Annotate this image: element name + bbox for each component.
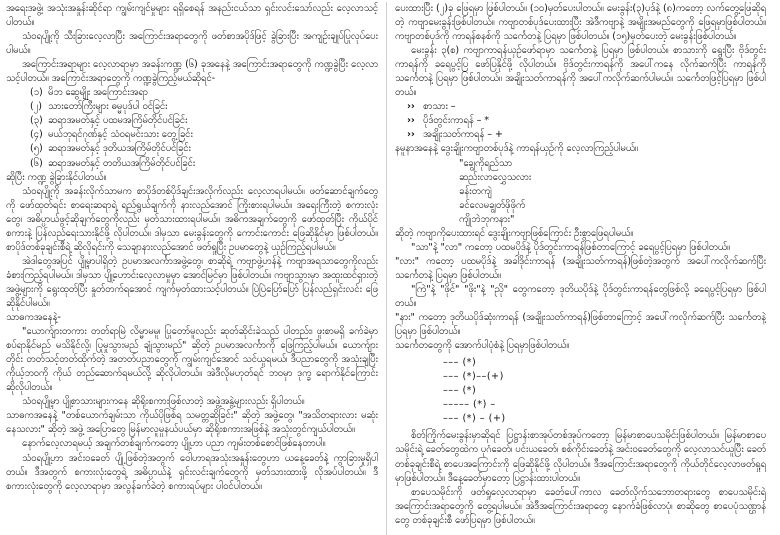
right-column (386, 2, 766, 535)
list-item (6, 128, 378, 142)
bullet-icon: ›› (407, 115, 415, 127)
rhyme-scheme-line: ––– (*)––(+) (443, 371, 504, 383)
paragraph: သံဝရပျို့ကို အခန်းလိုက်သာမက စာပိုဒ်တစ်ပိုဒ်ချင်းအလိုက်လည်း လေ့လာရပါမယ်။ ဖတ်ဆောင်ချက်တွေကို ဖော်ထုတ်ရင်း စာရေးဆရာရဲ့ ရည်ရွယ်ချက်ကို နားလည်အောင် ကြိုးစားရပါမယ်။ အရေးကြီးတဲ့ စကားလုံးတွေ၊ အဓိပ္ပာယ်ဖွင့်ဆိုချက်တွေကိုလည်း မှတ်သားထားရပါမယ်။ အဓိကအချက်တွေကို ဖော်ထုတ်ပြီး ကိုယ်ပိုင်စကားနဲ့ ပြန်လည်ရေးသားနိုင်ဖို့ လိုပါတယ်။ ဒါမှသာ မေးခွန်းတွေကို ကောင်းကောင်း ဖြေဆိုနိုင်မှာ ဖြစ်ပါတယ်။ စာပိုဒ်တစ်ခုချင်းစီရဲ့ ဆိုလိုရင်းကို သေချာနားလည်အောင် ဖတ်ရှုပြီး ဥပမာတွေနဲ့ ယှဉ်ကြည့်ရပါမယ်။ (6, 185, 378, 253)
paragraph: နောက်လေ့လာရမယ့် အချက်တစ်ချက်ကတော့ ပျို့ဟာ ပညာ ကျမ်းတစ်စောင်ဖြစ်နေတာပါ။ (22, 438, 326, 450)
paragraph: သံဝရပျို့ကို သီးခြားလေ့လာပြီး အကြောင်းအရာတွေကို ဖတ်စာအပိုဒ်ဖြင့် ခွဲခြားပြီး အကျဉ်းချုပ်ပြုလုပ်ပေးပါမယ်။ (6, 31, 378, 57)
bullet-icon: ›› (407, 129, 415, 141)
list-number: (၃) (30, 115, 43, 127)
paragraph: ဆိုတဲ့ ကဗျာကိုပေးထားရင် ဒွေးချိုးကဗျာဖြစ်ကြောင်း ဦးစွာဖြေရပါမယ်။ (395, 227, 634, 239)
legend-item (395, 128, 766, 142)
list-number: (၆) (30, 157, 43, 169)
paragraph: မေးခွန်း ၃(စ) ကဗျာကာရန်ယှဉ်ဖော်ရာမှာ သင်္ကေတနဲ့ ပြရမှာ ဖြစ်ပါတယ်။ စာသားကို ရွေးပြီး ဗိုဒ်တွင်းကာရန်ကို ခရေပွင့်ပြ ဖော်ပြနိုင်ဖို့ လိုပါတယ်။ ဗိုဒ်တွင်းကာရန်ကို အပေါ်ကနေ လိုက်ဆက်ပြီး ကာရန်ကို သင်္ကေတနဲ့ ပြရမှာ ဖြစ်ပါတယ်။ အချိုးသတ်ကာရန်ကို အပေါ်ကလိုက်ဆက်ပါမယ်။ သင်္ကေတဖြင့်ပြရမှာ ဖြစ်ပါတယ်။ (395, 45, 766, 99)
rhyme-scheme-line: ––– (*) – (+) (443, 413, 506, 425)
paragraph: ပေးထားပြီး (၂)ခု ဖြေရမှာ ဖြစ်ပါတယ်။ (၁၀)မှတ်ပေးပါတယ်။ မေးခွန်း(၃)ပုဒ်နဲ့ (၈)ကတော့ လက်တွေ့ဖြေဆိုရတဲ့ ကဗျာမေးခွန်းဖြစ်ပါတယ်။ ကဗျာတစ်ပုဒ်ပေးထားပြီး အဲဒီကဗျာနဲ့ အမျိုးအမည်တွေကို ဖြေရမှာဖြစ်ပါတယ်။ ကဗျာတစ်ပုဒ်ကို ကာရန်စနစ်ကို သင်္ကေတနဲ့ ပြရမှာ ဖြစ်ပါတယ်။ (၁၅)မှတ်ပေးတဲ့ မေးခွန်းဖြစ်ပါတယ်။ (395, 3, 766, 43)
paragraph: သင်္ကေတတွေကို အောက်ပါပုံစံနဲ့ ပြရမှာဖြစ်ပါတယ်။ (395, 340, 570, 352)
left-column (6, 2, 386, 535)
paragraph: အကြောင်းအရာများ လေ့လာရာမှာ အခန်းကဏ္ဍ (၆) ခုအနေနဲ့ အကြောင်းအရာတွေကို ကဏ္ဍခွဲပြီး လေ့လာသင့်ပါတယ်။ အကြောင်းအရာတွေကို ကဏ္ဍခွဲကြည့်မယ်ဆိုရင်- (6, 59, 378, 85)
paragraph: အဲဒါတွေအပြင် ပျို့မှာပါရှိတဲ့ ဥပမာအလင်္ကာအဖွဲ့တွေ၊ စာဆိုရဲ့ ကဗျာဖွဲ့ဟန်နဲ့ ကဗျာအရသာတွေကိုလည်း ခံစားကြည့်ရပါမယ်။ ဒါမှသာ ပျို့ဟောင်းလေ့လာမှုမှာ အောင်မြင်မှာ ဖြစ်ပါတယ်။ ကဗျာသွားမှာ အထူးထင်ရှားတဲ့ အဖွဲ့များကို ရွေးထုတ်ပြီး နှုတ်တက်ရအောင် ကျက်မှတ်ထားသင့်ပါတယ်။ ပြဲပြဲပြော်ပြော် ပြန်လည်ရှင်းလင်း ဖြေဆိုနိုင်ပါမယ်။ (6, 255, 378, 309)
paragraph: သံဝရပျို့ဟာ အင်းဝခေတ် ပျို့ဖြစ်တဲ့အတွက် ဝေါဟာရအသုံးအနှုန်းတွေဟာ ယနေ့ခေတ်နဲ့ ကွာခြားမှုရှိပါတယ်။ ဒီအတွက် စကားလုံးတွေရဲ့ အဓိပ္ပာယ်နဲ့ ရှင်းလင်းချက်တွေကို မှတ်သားထားဖို့ လိုအပ်ပါတယ်။ ဒီစကားလုံးတွေကို လေ့လာရာမှာ အလွန်ခက်ခဲတဲ့ စကားရပ်များ ပါဝင်ပါတယ်။ (6, 452, 378, 492)
rhyme-scheme-line: ––– (*) (443, 385, 477, 397)
legend-text: စာသား – (423, 101, 456, 113)
legend-text: ပိုဒ်တွင်းကာရန် – * (423, 115, 489, 127)
bullet-icon: ›› (407, 101, 415, 113)
list-text: ဆရာအမတ်နှင့် ပထမအကြိမ်တိုင်ပင်ခြင်း (48, 115, 188, 127)
list-text: ဆရာအမတ်နှင့် ဒုတိယအကြိမ်တိုင်ပင်ခြင်း (48, 143, 191, 155)
list-item (6, 100, 378, 114)
legend-item (395, 100, 766, 114)
list-text: ဆရာအမတ်နှင့် တတိယအကြိမ်တိုင်ပင်ခြင်း (48, 157, 196, 169)
list-number: (၁) (30, 87, 43, 99)
paragraph: စာပေသမိုင်းကို ဖတ်ရှုလေ့လာရာမှာ ခေတ်ပေါ်ကာလ ခေတ်လိုက်သဘောတရားတွေ စာပေသမိုင်းရဲ့ အကြောင်းအရာတွေကို တွေ့ရပါမယ်။ အဲဒီအကြောင်းအရာတွေ နောက်ခံဖြစ်လာပုံ၊ စာဆိုတွေ စာပေပုံသဏ္ဌာန်တွေ တစ်ခုချင်းစီ ဖော်ပြရမှာ ဖြစ်ပါတယ်။ (395, 486, 766, 526)
poem-line: "ချွေကိုရည်သာ (459, 157, 512, 169)
rhyme-scheme-line: ––– (*) (443, 357, 477, 369)
list-text: မိဘ ဆွေမျိုး အကြောင်းအရာ (48, 87, 148, 99)
paragraph: "နား" ကတော့ ဒုတိယပိုဒ်ဆုံးကာရန် (အချိုးသတ်ကာရန်)ဖြစ်တာကြောင့် အပေါ်ကလိုက်ဆက်ပြီး သင်္ကေတနဲ့ ပြရမှာ ဖြစ်ပါတယ်။ (395, 312, 766, 338)
legend-text: အချိုးသတ်ကာရန် – + (423, 129, 503, 141)
list-number: (၄) (30, 129, 43, 141)
list-number: (၂) (30, 101, 42, 113)
poem-line: ခင်လေမချွတ်ဖိုဖိုက် (459, 199, 526, 211)
legend-item (395, 114, 766, 128)
rhyme-scheme-line: ––––– (*) – (443, 399, 496, 411)
paragraph: စိတ်ကြိုက်မေးခွန်းမှာဆိုရင် ပြဋ္ဌာန်းစာအုပ်တစ်အုပ်ကတော့ မြန်မာစာပေသမိုင်းဖြစ်ပါတယ်။ မြန်မာစာပေသမိုင်းရဲ့ ခေတ်တွေထဲက ပုဂံခေတ်၊ ပင်းယခေတ်၊ စစ်ကိုင်းခေတ်နဲ့ အင်းဝခေတ်တွေကို လေ့လာသင်ယူပြီး ခေတ်တစ်ခုချင်းစီရဲ့ စာပေအကြောင်းကို ဖြေဆိုနိုင်ဖို့ လိုပါတယ်။ ဒီအကြောင်းအရာတွေကို ကိုယ်တိုင်လေ့လာဖတ်ရှုရမှာဖြစ်ပါတယ်။ ဒီနေ့ခေတ်မှာတော့ ပြဋ္ဌာန်းထားပါတယ်။ (395, 430, 766, 484)
list-text: မယ်ဘုရင်ဂုဏ်နှင့် သံဝရမင်းသား တွေ့ခြင်း (48, 129, 193, 141)
paragraph: သံဝရပျို့မှာ ပျို့စာသားများကနေ ဆိုရိုးစကားဖြစ်လာတဲ့ အဖွဲ့အနွဲ့များလည်း ရှိပါတယ်။ (22, 396, 305, 408)
poem-line: ဆည်းလာလွှေသလား (459, 171, 532, 183)
poem-line: ခန်းတကျဲ (459, 185, 492, 197)
paragraph: သာဓကအနေနဲ့ "တစ်ယောက်ချမ်းသာ ကိုယ်ပိုဖြစ်ရ သမတ္တဆိုခြင်း" ဆိုတဲ့ အဖွဲ့တွေ၊ "အသိတရားလား မဆုံးနေသလား" ဆိုတဲ့ အဖွဲ့ အပြောတွေ မြန်မာလူမှုနယ်ပယ်မှာ ဆိုရိုးစကားအဖြစ်နဲ့ အသုံးတွင်ကျယ်ပါတယ်။ (6, 410, 378, 436)
paragraph: အရေးအဖွဲ့၊ အသုံးအနှုန်းဆိုင်ရာ ကျွမ်းကျင်မှုများ ရရှိစေရန် အနည်းငယ်သာ ရှင်းလင်းသော်လည်း လေ့လာသင့်ပါတယ်။ (6, 3, 378, 29)
list-item (6, 114, 378, 128)
list-item (6, 157, 378, 171)
list-item (6, 142, 378, 156)
list-text: သားတော်ကြီးများ ဓမ္မပုဒ်ပါ ဝင်ခြင်း (48, 101, 168, 113)
paragraph: "ကြဲ"နဲ့ "ဖိုင်" "ဖိုး"နဲ့ "ညို" တွေကတော့ ဒုတိယပိုဒ်နဲ့ ပိုဒ်တွင်းကာရန်တွေဖြစ်လို့ ခရေပွင့်ပြရမှာ ဖြစ်ပါတယ်။ (395, 283, 766, 309)
poem-line: ကျိုဘဲဘုကနား" (459, 213, 515, 225)
paragraph: နမူနာအနေနဲ့ ဒွေးချိုးကဗျာတစ်ပုဒ်နဲ့ ကာရန်ယှဉ်ကို လေ့လာကြည့်ပါမယ်။ (395, 143, 638, 155)
list-number: (၅) (30, 143, 43, 155)
paragraph: ဆိုပြီး ကဏ္ဍ ခွဲခြားနိုင်ပါတယ်။ (6, 171, 107, 183)
paragraph: "လား" ကတော့ ပထမပိုဒ်နဲ့ အခါဒိုင်းကာရန် (အချိုးသတ်ကာရန်)ဖြစ်တဲ့အတွက် အပေါ်ကလိုက်ဆက်ပြီး သင်္ကေတနဲ့ ပြရမှာ ဖြစ်ပါတယ်။ (395, 255, 766, 281)
paragraph: သာဓကအနေနဲ့- (6, 312, 61, 324)
paragraph: "သာ"နဲ့ "လာ" ကတော့ ပထမပိုဒ်နဲ့ ပိုဒ်တွင်းကာရန်ဖြစ်တာကြောင့် ခရေပွင့်ပြရမှာ ဖြစ်ပါတယ်။ (411, 241, 730, 253)
paragraph: "ယောက်ျားတကား တတ်ရာမြဲ လိမ္မာမမူ၊ ပြုတော်မူလည်း ဆုတ်ဆိုင်းခဲသည် ပါတည်း၊ ဖူးစာမရှိ ခက်ခဲမှာ စပ်ရာနိုင်မည် မသိနိုင်လို့၊ ပြုမှုသွားမည် ချုံသွားမည်" ဆိုတဲ့ ဥပမာအလင်္ကာကို ဖြေကြည့်ပါမယ်။ ယောက်ျားတိုင်း တတ်သင့်တတ်ထိုက်တဲ့ အတတ်ပညာတွေကို ကျွမ်းကျင်အောင် သင်ယူရမယ်၊ ဒီပညာတွေကို အသုံးချပြီး ကိုယ့်ဘဝကို ကိုယ် တည်ဆောက်ရမယ်လို့ ဆိုလိုပါတယ်။ အဲဒီလိုမဟုတ်ရင် ဘဝမှာ ဒုက္ခ ရောက်နိုင်ကြောင်း ဆိုလိုပါတယ်။ (6, 326, 378, 394)
list-item (6, 86, 378, 100)
